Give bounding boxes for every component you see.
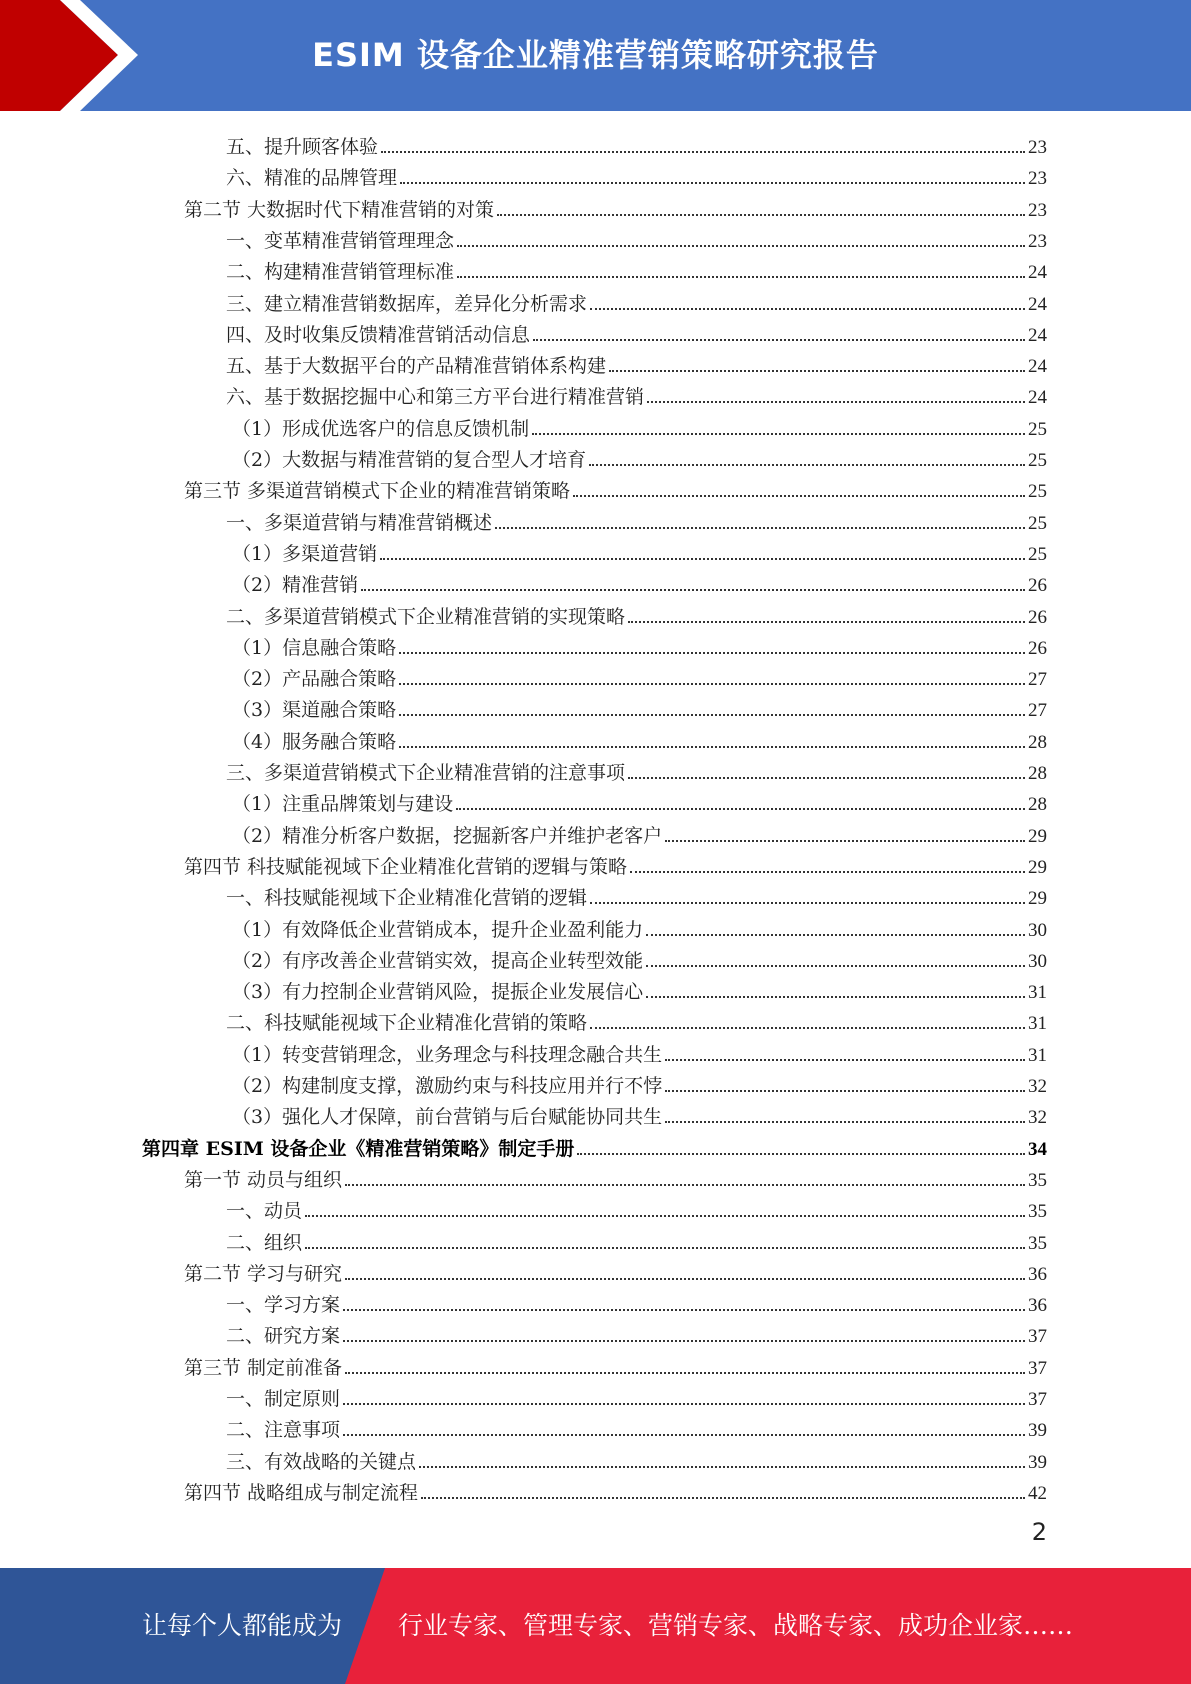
toc-leader-dots (381, 150, 1025, 153)
toc-entry-label: （1）多渠道营销 (232, 542, 378, 565)
toc-entry-page: 31 (1028, 1013, 1047, 1035)
toc-leader-dots (345, 1183, 1025, 1186)
toc-entry-page: 35 (1028, 1232, 1047, 1254)
toc-entry-label: 五、基于大数据平台的产品精准营销体系构建 (226, 355, 607, 378)
toc-leader-dots (343, 1402, 1025, 1405)
toc-entry[interactable] (226, 128, 1047, 159)
toc-leader-dots (457, 275, 1025, 278)
toc-entry-label: （2）产品融合策略 (232, 668, 397, 691)
toc-entry[interactable] (232, 566, 1047, 597)
toc-leader-dots (399, 682, 1025, 685)
toc-leader-dots (665, 1058, 1025, 1061)
toc-entry-label: 三、多渠道营销模式下企业精准营销的注意事项 (226, 762, 626, 784)
toc-entry[interactable] (226, 1411, 1047, 1442)
toc-entry-label: 二、构建精准营销管理标准 (226, 261, 455, 284)
page-header (0, 0, 1191, 111)
toc-entry[interactable] (232, 1067, 1047, 1098)
toc-leader-dots (399, 745, 1025, 748)
toc-entry-label: 二、科技赋能视域下企业精准化营销的策略 (226, 1012, 588, 1035)
toc-leader-dots (589, 463, 1025, 466)
toc-entry[interactable] (232, 785, 1047, 816)
toc-entry-page: 28 (1028, 731, 1047, 753)
toc-entry[interactable] (184, 848, 1047, 879)
toc-entry-page: 35 (1028, 1169, 1047, 1191)
toc-entry[interactable] (232, 723, 1047, 754)
page-number: 2 (1031, 1518, 1047, 1546)
toc-leader-dots (590, 1026, 1025, 1029)
toc-entry[interactable] (184, 472, 1047, 503)
header-title: ESIM 设备企业精准营销策略研究报告 (312, 36, 879, 74)
toc-entry-page: 36 (1028, 1295, 1047, 1317)
toc-entry-label: 三、建立精准营销数据库，差异化分析需求 (226, 292, 588, 315)
toc-entry-page: 29 (1028, 856, 1047, 878)
toc-leader-dots (646, 964, 1025, 967)
toc-leader-dots (345, 1371, 1025, 1374)
toc-entry-page: 29 (1028, 888, 1047, 910)
toc-entry[interactable] (226, 285, 1047, 316)
toc-entry-page: 32 (1028, 1076, 1047, 1097)
page-footer (0, 1568, 1191, 1684)
toc-entry-label: 第四节 科技赋能视域下企业精准化营销的逻辑与策略 (184, 855, 628, 878)
toc-entry-label: 五、提升顾客体验 (226, 136, 379, 158)
toc-entry-label: 一、学习方案 (226, 1294, 341, 1317)
toc-entry-page: 31 (1028, 982, 1047, 1004)
toc-leader-dots (456, 807, 1025, 810)
toc-entry[interactable] (232, 911, 1047, 942)
toc-entry-label: 第一节 动员与组织 (184, 1168, 343, 1191)
toc-entry-label: （2）构建制度支撑，激励约束与科技应用并行不悖 (232, 1075, 663, 1097)
toc-entry-page: 25 (1028, 543, 1047, 565)
toc-entry[interactable] (226, 347, 1047, 378)
toc-entry[interactable] (232, 535, 1047, 566)
toc-entry-label: 六、精准的品牌管理 (226, 167, 398, 190)
toc-leader-dots (495, 526, 1025, 529)
toc-entry-page: 25 (1028, 512, 1047, 534)
toc-entry-page: 30 (1028, 950, 1047, 972)
toc-entry-label: 第三节 制定前准备 (184, 1356, 343, 1379)
toc-leader-dots (399, 713, 1025, 716)
toc-entry-page: 26 (1028, 575, 1047, 597)
toc-entry-page: 35 (1028, 1201, 1047, 1223)
toc-entry[interactable] (184, 1255, 1047, 1286)
toc-leader-dots (457, 244, 1025, 247)
toc-entry[interactable] (226, 504, 1047, 535)
toc-entry[interactable] (226, 222, 1047, 253)
toc-entry-page: 36 (1028, 1263, 1047, 1285)
toc-entry[interactable] (226, 253, 1047, 284)
toc-entry[interactable] (184, 1349, 1047, 1380)
footer-slogan-right: 行业专家、管理专家、营销专家、战略专家、成功企业家…… (398, 1611, 1074, 1640)
toc-entry[interactable] (226, 1224, 1047, 1255)
toc-entry-label: （1）注重品牌策划与建设 (232, 793, 454, 816)
toc-entry[interactable] (232, 1098, 1047, 1129)
toc-entry-label: （3）渠道融合策略 (232, 699, 397, 722)
toc-leader-dots (628, 776, 1025, 779)
toc-entry-label: （2）大数据与精准营销的复合型人才培育 (232, 449, 587, 471)
toc-leader-dots (532, 432, 1025, 435)
toc-entry-page: 39 (1028, 1451, 1047, 1473)
toc-entry-page: 31 (1028, 1044, 1047, 1066)
toc-entry-page: 27 (1028, 700, 1047, 722)
toc-entry-label: 第三节 多渠道营销模式下企业的精准营销策略 (184, 480, 571, 503)
toc-leader-dots (361, 588, 1025, 591)
toc-entry-label: （4）服务融合策略 (232, 730, 397, 753)
toc-entry-page: 37 (1028, 1326, 1047, 1348)
toc-entry-page: 30 (1028, 919, 1047, 941)
toc-entry[interactable] (184, 1161, 1047, 1192)
toc-entry[interactable] (232, 817, 1047, 848)
toc-entry-page: 32 (1028, 1107, 1047, 1129)
toc-entry-page: 37 (1028, 1389, 1047, 1410)
toc-entry-page: 24 (1028, 262, 1047, 284)
toc-leader-dots (380, 557, 1025, 560)
toc-entry-page: 29 (1028, 825, 1047, 847)
toc-entry-label: （3）有力控制企业营销风险，提振企业发展信心 (232, 981, 644, 1004)
toc-entry[interactable] (226, 1004, 1047, 1035)
toc-entry-page: 28 (1028, 763, 1047, 784)
toc-entry-label: 第二节 大数据时代下精准营销的对策 (184, 198, 495, 221)
toc-entry-label: 四、及时收集反馈精准营销活动信息 (226, 323, 531, 346)
toc-leader-dots (646, 933, 1025, 936)
toc-entry-label: 一、制定原则 (226, 1388, 341, 1410)
toc-leader-dots (590, 901, 1025, 904)
toc-entry-page: 25 (1028, 418, 1047, 440)
toc-entry-label: （1）有效降低企业营销成本，提升企业盈利能力 (232, 918, 644, 941)
toc-entry[interactable] (226, 1317, 1047, 1348)
toc-entry-label: （1）信息融合策略 (232, 636, 397, 659)
toc-entry-label: （1）转变营销理念，业务理念与科技理念融合共生 (232, 1043, 663, 1066)
toc-leader-dots (497, 213, 1025, 216)
toc-leader-dots (590, 307, 1025, 310)
toc-entry[interactable] (184, 191, 1047, 222)
toc-leader-dots (343, 1339, 1025, 1342)
toc-entry[interactable] (226, 378, 1047, 409)
toc-leader-dots (343, 1433, 1025, 1436)
toc-leader-dots (573, 494, 1025, 497)
toc-entry-label: 一、动员 (226, 1200, 303, 1223)
toc-entry[interactable] (232, 441, 1047, 472)
toc-entry-label: （2）精准营销 (232, 574, 359, 597)
toc-leader-dots (400, 181, 1025, 184)
toc-entry-label: 六、基于数据挖掘中心和第三方平台进行精准营销 (226, 386, 645, 409)
toc-entry[interactable] (226, 159, 1047, 190)
toc-entry[interactable] (232, 410, 1047, 441)
toc-leader-dots (399, 651, 1025, 654)
toc-entry-label: （3）强化人才保障，前台营销与后台赋能协同共生 (232, 1106, 663, 1129)
toc-entry[interactable] (232, 973, 1047, 1004)
toc-entry[interactable] (226, 879, 1047, 910)
toc-entry[interactable] (226, 1286, 1047, 1317)
toc-entry-label: 一、科技赋能视域下企业精准化营销的逻辑 (226, 887, 588, 910)
toc-entry-label: 二、研究方案 (226, 1325, 341, 1348)
toc-entry-page: 24 (1028, 324, 1047, 346)
toc-leader-dots (419, 1465, 1025, 1468)
toc-entry-label: （1）形成优选客户的信息反馈机制 (232, 417, 530, 440)
toc-entry-label: 二、组织 (226, 1231, 303, 1254)
toc-entry-page: 24 (1028, 293, 1047, 315)
toc-leader-dots (646, 995, 1025, 998)
toc-entry-page: 27 (1028, 669, 1047, 691)
toc-leader-dots (665, 839, 1025, 842)
toc-leader-dots (647, 400, 1025, 403)
toc-entry-label: 第四章 ESIM 设备企业《精准营销策略》制定手册 (142, 1137, 575, 1160)
toc-leader-dots (305, 1214, 1025, 1217)
toc-entry-label: 第二节 学习与研究 (184, 1262, 343, 1285)
toc-leader-dots (630, 870, 1025, 873)
toc-entry-page: 37 (1028, 1357, 1047, 1379)
toc-entry-page: 26 (1028, 606, 1047, 628)
toc-entry-page: 23 (1028, 230, 1047, 252)
toc-entry-label: 一、变革精准营销管理理念 (226, 229, 455, 252)
toc-entry-page: 23 (1028, 199, 1047, 221)
toc-entry[interactable] (232, 660, 1047, 691)
toc-entry-label: 一、多渠道营销与精准营销概述 (226, 511, 493, 534)
toc-entry[interactable] (226, 1443, 1047, 1474)
toc-leader-dots (609, 369, 1025, 372)
toc-entry-label: （2）精准分析客户数据，挖掘新客户并维护老客户 (232, 824, 663, 847)
toc-entry[interactable] (226, 598, 1047, 629)
toc-entry[interactable] (232, 1036, 1047, 1067)
toc-leader-dots (305, 1246, 1025, 1249)
toc-entry-page: 34 (1028, 1138, 1047, 1160)
toc-entry[interactable] (226, 1380, 1047, 1411)
toc-entry[interactable] (232, 942, 1047, 973)
toc-entry[interactable] (142, 1130, 1047, 1161)
toc-leader-dots (665, 1120, 1025, 1123)
toc-entry-label: （2）有序改善企业营销实效，提高企业转型效能 (232, 949, 644, 972)
toc-leader-dots (345, 1277, 1025, 1280)
toc-leader-dots (628, 620, 1025, 623)
toc-entry-page: 39 (1028, 1420, 1047, 1442)
toc-entry-page: 24 (1028, 387, 1047, 409)
toc-entry[interactable] (226, 1192, 1047, 1223)
toc-entry[interactable] (232, 629, 1047, 660)
toc-entry-page: 26 (1028, 637, 1047, 659)
toc-entry-label: 三、有效战略的关键点 (226, 1450, 417, 1473)
toc-entry-label: 二、注意事项 (226, 1419, 341, 1442)
toc-leader-dots (421, 1496, 1025, 1499)
toc-entry[interactable] (232, 691, 1047, 722)
toc-entry-page: 24 (1028, 356, 1047, 378)
toc-entry[interactable] (226, 316, 1047, 347)
toc-leader-dots (577, 1152, 1025, 1155)
toc-entry[interactable] (226, 754, 1047, 785)
footer-slogan-left: 让每个人都能成为 (142, 1611, 343, 1640)
toc-entry-label: 二、多渠道营销模式下企业精准营销的实现策略 (226, 605, 626, 628)
toc-leader-dots (665, 1089, 1025, 1092)
toc-entry-page: 23 (1028, 137, 1047, 158)
toc-entry-label: 第四节 战略组成与制定流程 (184, 1481, 419, 1504)
toc-entry-page: 23 (1028, 168, 1047, 190)
toc-entry[interactable] (184, 1474, 1047, 1505)
toc-entry-page: 28 (1028, 794, 1047, 816)
toc-leader-dots (343, 1308, 1025, 1311)
toc-entry-page: 25 (1028, 450, 1047, 471)
toc-leader-dots (533, 338, 1025, 341)
toc-entry-page: 42 (1028, 1482, 1047, 1504)
toc-entry-page: 25 (1028, 481, 1047, 503)
